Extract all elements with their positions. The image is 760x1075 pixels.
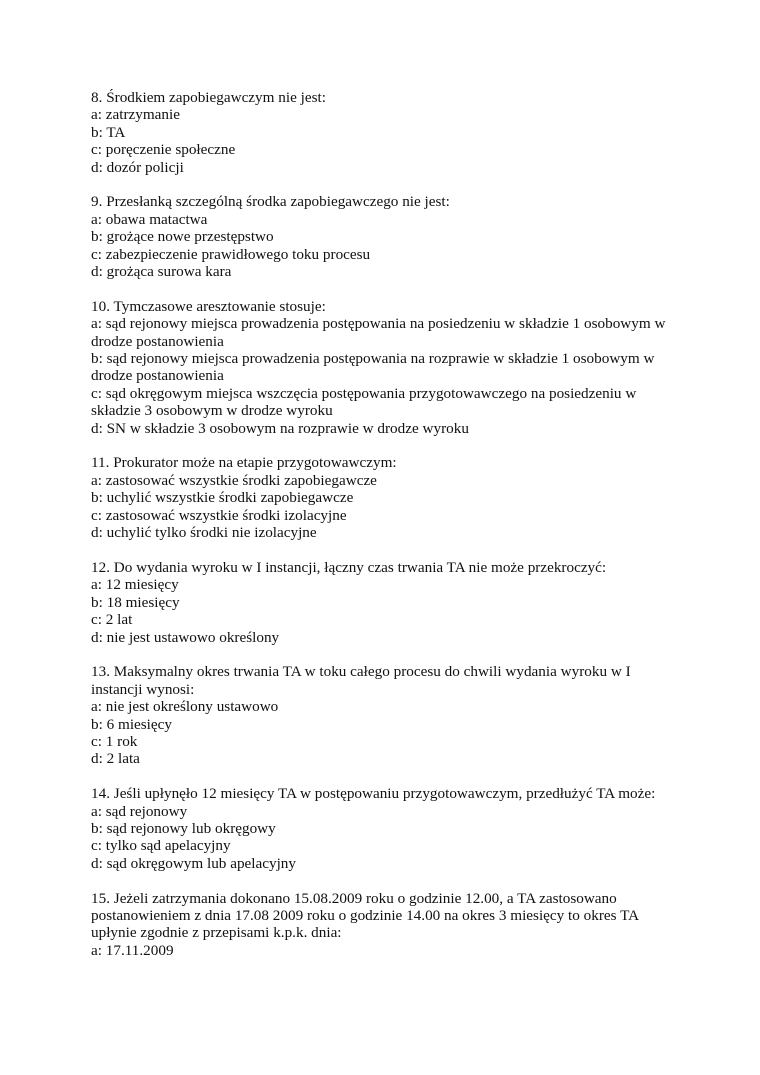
- question-stem: 8. Środkiem zapobiegawczym nie jest:: [91, 89, 326, 106]
- question-10: [91, 298, 671, 437]
- question-8: [91, 89, 671, 176]
- question-stem: 11. Prokurator może na etapie przygotowawczym:: [91, 454, 397, 472]
- question-stem: 13. Maksymalny okres trwania TA w toku całego procesu do chwili wydania wyroku w I instancji wynosi:: [91, 663, 631, 698]
- answer-option: d: nie jest ustawowo określony: [91, 628, 280, 646]
- question-15: [91, 890, 671, 960]
- question-11: [91, 454, 671, 541]
- answer-option: d: 2 lata: [91, 750, 140, 768]
- answer-option: a: sąd rejonowy: [91, 802, 188, 820]
- answer-option: a: nie jest określony ustawowo: [91, 698, 279, 716]
- answer-option: b: TA: [91, 123, 126, 141]
- question-12: [91, 559, 671, 646]
- answer-option: c: 2 lat: [91, 611, 133, 629]
- answer-option: d: sąd okręgowym lub apelacyjny: [91, 854, 296, 872]
- document-body: [91, 89, 671, 977]
- answer-option: c: zastosować wszystkie środki izolacyjne: [91, 506, 347, 524]
- answer-option: d: dozór policji: [91, 158, 184, 176]
- answer-option: d: grożąca surowa kara: [91, 263, 232, 281]
- question-stem: 15. Jeżeli zatrzymania dokonano 15.08.2009 roku o godzinie 12.00, a TA zastosowano postanowieniem z dnia 17.08 2009 roku o godzinie 14.00 na okres 3 miesięcy to okres TA upłynie zgodnie z przepisami k.p.k. dnia:: [91, 889, 639, 942]
- answer-option: a: 12 miesięcy: [91, 576, 179, 594]
- question-9: [91, 193, 671, 280]
- question-13: [91, 663, 671, 767]
- answer-option: a: obawa matactwa: [91, 210, 208, 228]
- answer-option: c: poręczenie społeczne: [91, 141, 236, 159]
- question-stem: 10. Tymczasowe aresztowanie stosuje:: [91, 297, 326, 315]
- answer-option: b: 18 miesięcy: [91, 593, 180, 611]
- answer-option: a: zastosować wszystkie środki zapobiegawcze: [91, 471, 377, 489]
- answer-option: a: sąd rejonowy miejsca prowadzenia postępowania na posiedzeniu w składzie 1 osobowym w drodze postanowienia: [91, 315, 666, 350]
- question-stem: 12. Do wydania wyroku w I instancji, łączny czas trwania TA nie może przekroczyć:: [91, 558, 607, 576]
- answer-option: d: SN w składzie 3 osobowym na rozprawie w drodze wyroku: [91, 419, 469, 437]
- answer-option: c: zabezpieczenie prawidłowego toku procesu: [91, 245, 371, 263]
- answer-option: b: grożące nowe przestępstwo: [91, 228, 274, 246]
- answer-option: b: uchylić wszystkie środki zapobiegawcze: [91, 489, 354, 507]
- answer-option: a: 17.11.2009: [91, 941, 174, 959]
- answer-option: b: sąd rejonowy miejsca prowadzenia postępowania na rozprawie w składzie 1 osobowym w drodze postanowienia: [91, 350, 655, 385]
- question-14: [91, 785, 671, 872]
- answer-option: c: 1 rok: [91, 732, 138, 750]
- question-stem: 9. Przesłanką szczególną środka zapobiegawczego nie jest:: [91, 193, 450, 211]
- answer-option: a: zatrzymanie: [91, 106, 180, 124]
- answer-option: c: sąd okręgowym miejsca wszczęcia postępowania przygotowawczego na posiedzeniu w składzie 3 osobowym w drodze wyroku: [91, 384, 637, 420]
- answer-option: c: tylko sąd apelacyjny: [91, 837, 231, 855]
- answer-option: d: uchylić tylko środki nie izolacyjne: [91, 524, 317, 542]
- answer-option: b: sąd rejonowy lub okręgowy: [91, 819, 276, 837]
- answer-option: b: 6 miesięcy: [91, 715, 172, 733]
- question-stem: 14. Jeśli upłynęło 12 miesięcy TA w postępowaniu przygotowawczym, przedłużyć TA może:: [91, 785, 656, 803]
